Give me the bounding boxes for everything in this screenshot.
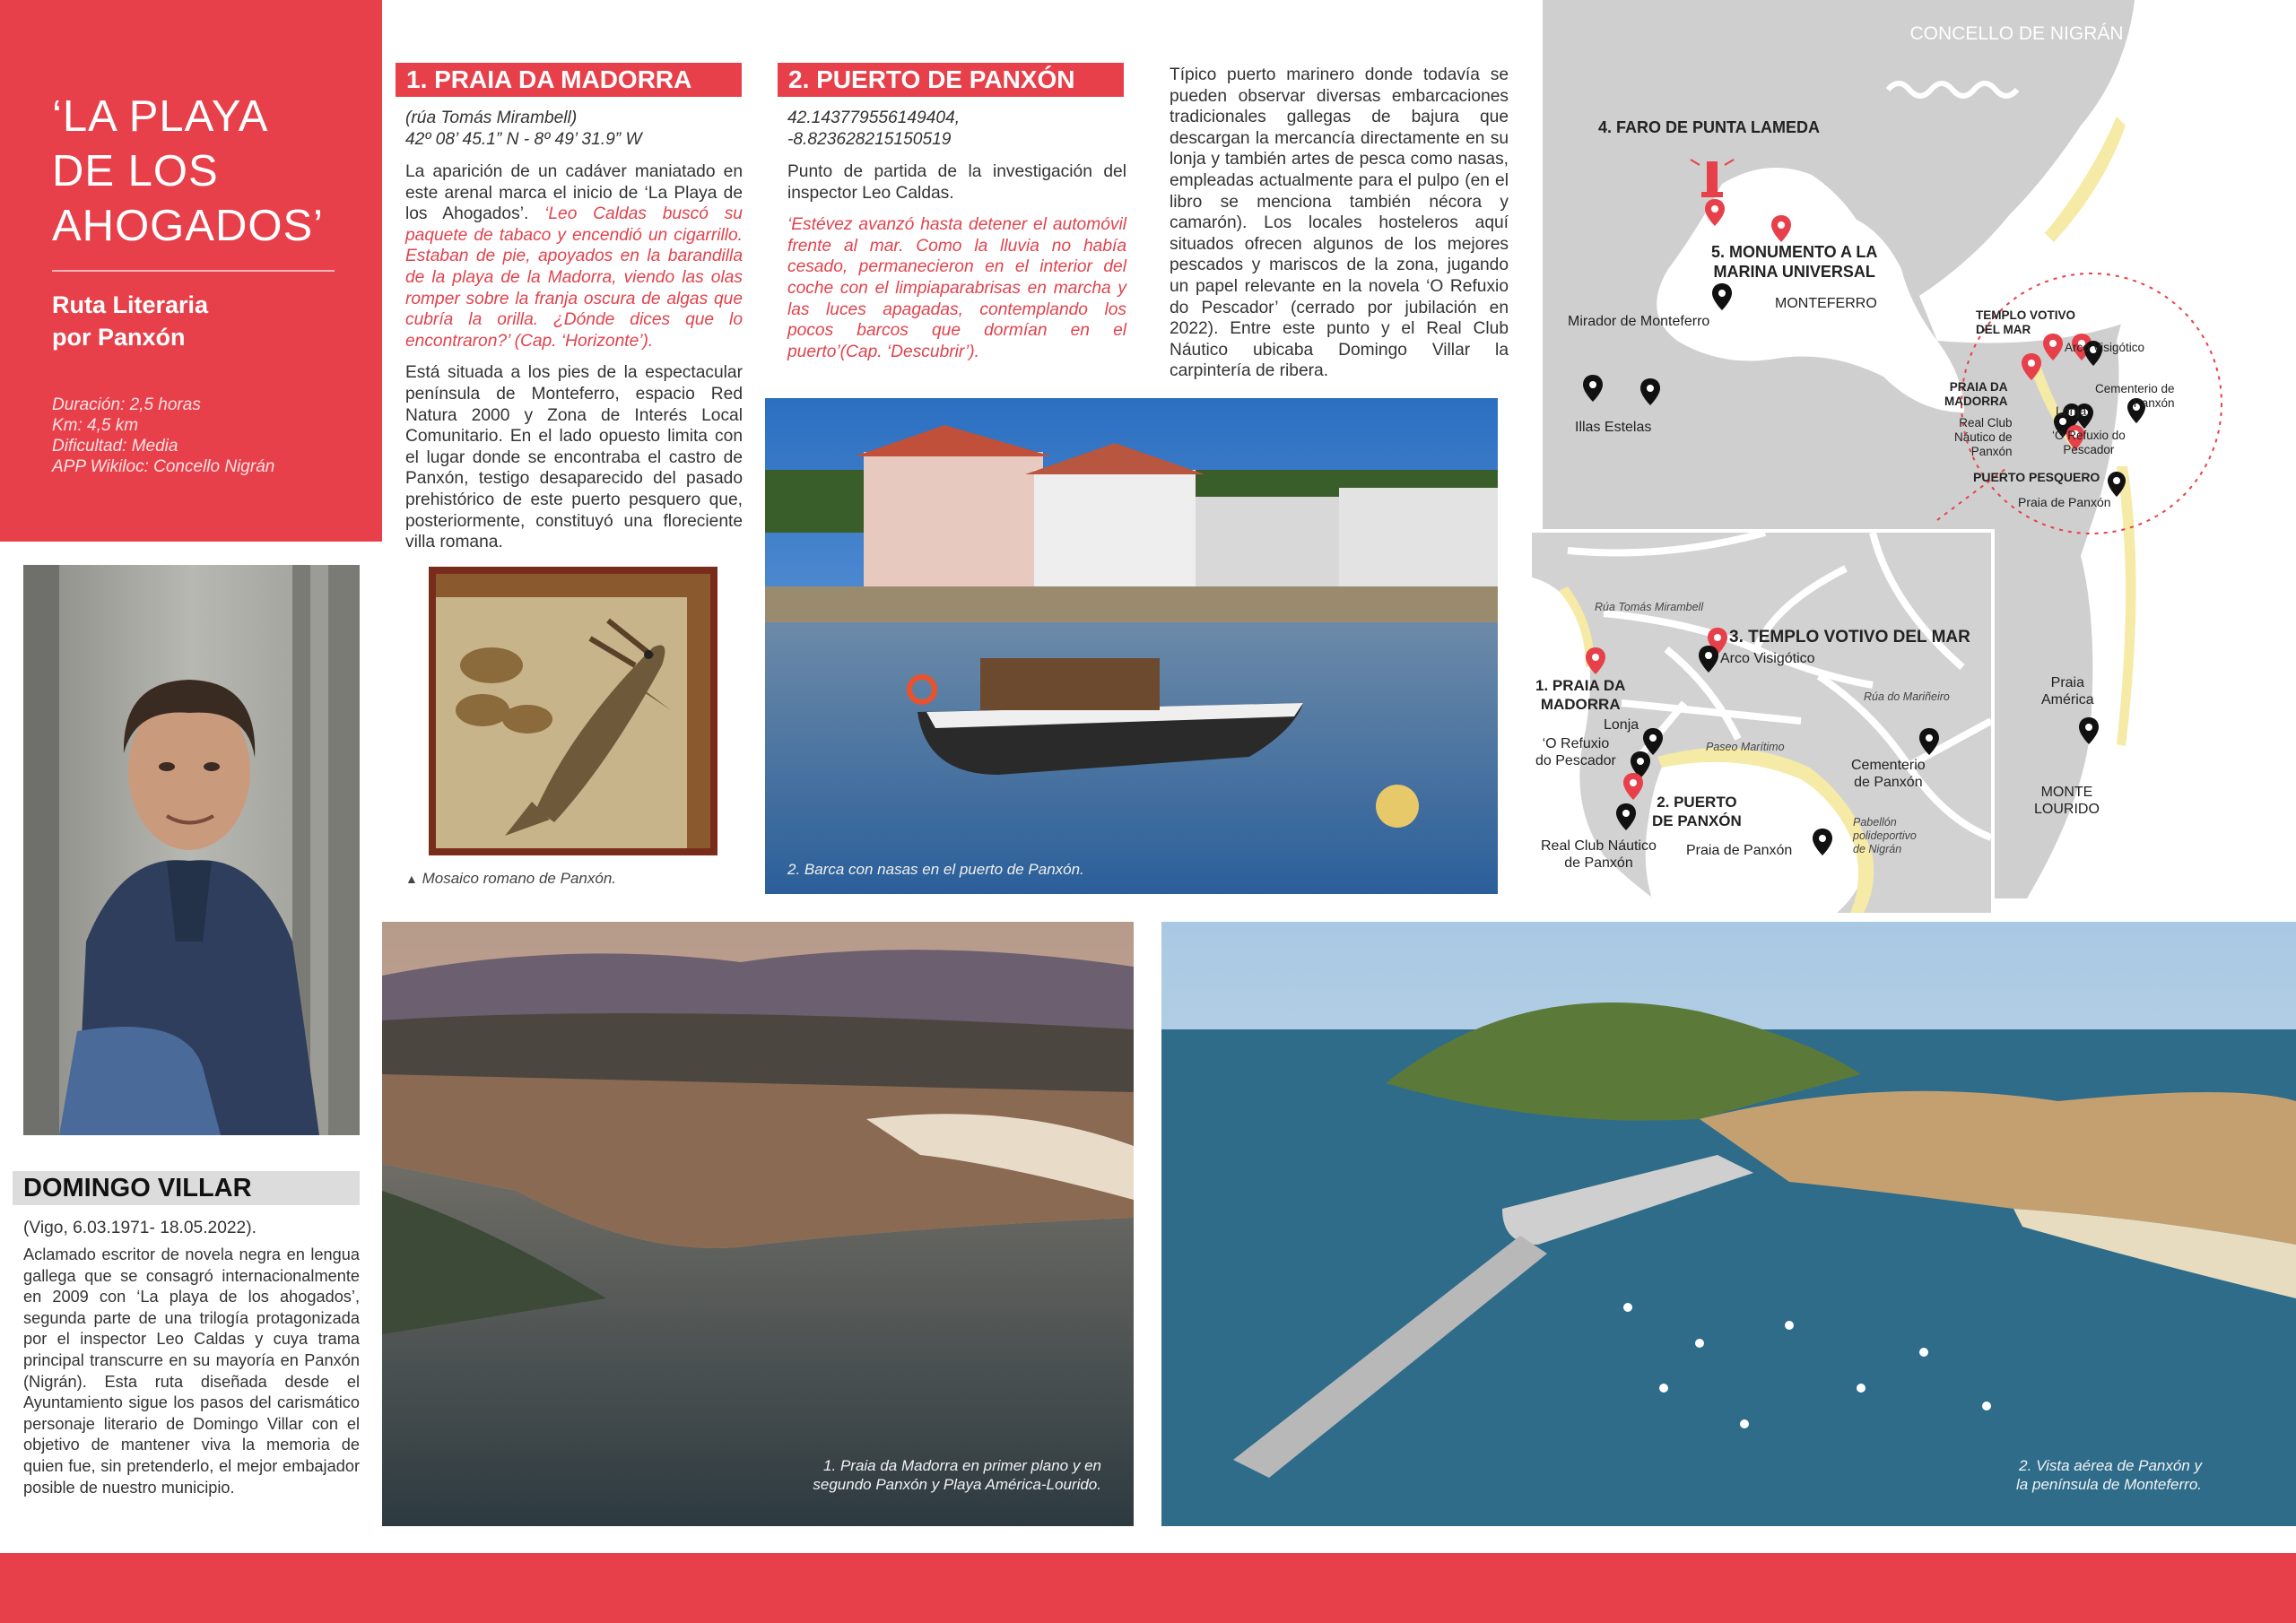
label-lonja: Lonja bbox=[2056, 404, 2087, 418]
map-pin-icon bbox=[1919, 728, 1939, 755]
map-pin-red-icon bbox=[2022, 353, 2041, 380]
section2-right-paragraph: Típico puerto marinero donde todavía se pueden observar diversas embarcaciones tradicionales gallegas de bajura que descargan la mercancía directamente en su lonja y también artes de pesca como nasas, empleadas actualmente para el pulpo (en el libro se menciona también nécora y camarón). Los locales hosteleros aquí situados ofrecen algunos de los mejores pescados y mariscos de la zona, jugando un papel relevante en la novela ‘O Refuxio do Pescador’ (cerrado por jubilación en 2022). Entre este punto y el Real Club Náutico ubicaba Domingo Villar la carpintería de ribera. bbox=[1170, 65, 1509, 381]
aerial-photo-madorra bbox=[382, 922, 1134, 1526]
author-dates: (Vigo, 6.03.1971- 18.05.2022). bbox=[23, 1219, 257, 1237]
section2-coords-2: -8.823628215150519 bbox=[787, 130, 952, 149]
label-pabellon: Pabellón polideportivo de Nigrán bbox=[1853, 816, 1917, 855]
boat-caption: 2. Barca con nasas en el puerto de Panxón. bbox=[787, 861, 1084, 878]
label-praia-panxon-detail: Praia de Panxón bbox=[1686, 843, 1793, 858]
author-bio: Aclamado escritor de novela negra en lengua gallega que se consagró internacionalmente en 2009 con ‘La playa de los ahogados’, segunda parte de una trilogía protagonizada por el inspector Leo Caldas y cuya trama principal transcurre en su mayoría en Panxón (Nigrán). Esta ruta diseñada desde el Ayuntamiento sigue los pasos del carismático personaje literario de Domingo Villar con el objetivo de mantener viva la memoria de quien fue, sin pretenderlo, el mejor embajador posible de nuestro municipio. bbox=[23, 1245, 360, 1497]
triangle-icon: ▲ bbox=[405, 872, 418, 886]
label-real-club-detail: Real Club Náutico de Panxón bbox=[1541, 838, 1657, 871]
author-portrait bbox=[23, 565, 360, 1135]
section1-address: (rúa Tomás Mirambell) bbox=[405, 108, 578, 127]
label-cementerio: Cementerio de Panxón bbox=[2095, 382, 2175, 410]
aerial-photo-panxon-caption: 2. Vista aérea de Panxón y la península de Monteferro. bbox=[2016, 1457, 2202, 1493]
section1-quote: ‘Leo Caldas buscó su paquete de tabaco y encendió un cigarrillo. Estaban de pie, apoyados en la barandilla de la playa de la Madorra, viendo las olas romper sobre la franja oscura de algas que cubría la orilla. ¿Dónde dices que lo encontraron?’ (Cap. ‘Horizonte’). bbox=[405, 204, 743, 351]
mosaic-image bbox=[429, 567, 718, 855]
footer bbox=[0, 1553, 2296, 1623]
label-praia-madorra: PRAIA DA MADORRA bbox=[1944, 380, 2008, 408]
label-arco: Arco Visigótico bbox=[2065, 341, 2145, 354]
label-arco-detail: Arco Visigótico bbox=[1720, 651, 1815, 666]
mosaic-caption: ▲ Mosaico romano de Panxón. bbox=[405, 870, 616, 887]
map-pin-icon bbox=[1583, 375, 1603, 402]
label-refuxio-detail: ‘O Refuxio do Pescador bbox=[1535, 736, 1616, 768]
label-real-club: Real Club Náutico de Panxón bbox=[1954, 416, 2013, 458]
map-pin-icon bbox=[1712, 283, 1732, 310]
label-puerto-pesquero: PUERTO PESQUERO bbox=[1973, 470, 2100, 484]
section2-body bbox=[787, 161, 1126, 373]
route-app: APP Wikiloc: Concello Nigrán bbox=[52, 457, 275, 476]
label-praia-madorra-detail: 1. PRAIA DA MADORRA bbox=[1535, 677, 1626, 713]
map-pin-red-icon bbox=[1586, 647, 1605, 674]
section2-coords-1: 42.143779556149404, bbox=[787, 108, 961, 127]
map-pin-icon bbox=[1813, 829, 1832, 855]
page-subtitle: Ruta Literaria por Panxón bbox=[52, 291, 209, 351]
label-illas: Illas Estelas bbox=[1575, 420, 1652, 435]
label-faro: 4. FARO DE PUNTA LAMEDA bbox=[1598, 118, 1821, 136]
aerial-photo-madorra-caption: 1. Praia da Madorra en primer plano y en segundo Panxón y Playa América-Lourido. bbox=[813, 1457, 1101, 1493]
map-pin-icon bbox=[1616, 803, 1636, 830]
footer-website-link[interactable]: www.nigran.es bbox=[2140, 23, 2273, 44]
map-pin-red-icon bbox=[2043, 334, 2063, 360]
label-cementerio-detail: Cementerio de Panxón bbox=[1851, 758, 1926, 790]
author-name-bar bbox=[13, 1171, 360, 1205]
route-distance: Km: 4,5 km bbox=[52, 416, 139, 435]
label-templo: TEMPLO VOTIVO DEL MAR bbox=[1976, 308, 2076, 336]
section1-paragraph2: Está situada a los pies de la espectacular península de Monteferro, espacio Red Natura 2000 y Zona de Interés Local Comunitario. En el lado opuesto limita con el lugar donde se encontraba el castro de Panxón, testigo desaparecido del pasado prehistórico de este puerto pesquero que, posteriormente, constituyó una floreciente villa romana. bbox=[405, 363, 743, 552]
route-difficulty: Dificultad: Media bbox=[52, 437, 178, 456]
section1-intro: La aparición de un cadáver maniatado en este arenal marca el inicio de ‘La Playa de los Ahogados’. bbox=[405, 162, 743, 224]
boat-photo bbox=[765, 398, 1498, 894]
section2-quote: ‘Estévez avanzó hasta detener el automóvil frente al mar. Como la lluvia no había cesado, permanecieron en el interior del coche con el limpiaparabrisas en marcha y las luces apagadas, contemplando los pocos barcos que dormían en el puerto’(Cap. ‘Descubrir’). bbox=[787, 215, 1126, 361]
label-templo-detail: 3. TEMPLO VOTIVO DEL MAR bbox=[1729, 628, 1970, 647]
label-paseo: Paseo Marítimo bbox=[1706, 741, 1785, 753]
footer-org: CONCELLO DE NIGRÁN bbox=[1909, 23, 2124, 44]
aerial-photo-panxon bbox=[1161, 922, 2296, 1526]
label-monumento: 5. MONUMENTO A LA MARINA UNIVERSAL bbox=[1711, 243, 1878, 281]
page-title: ‘LA PLAYA DE LOS AHOGADOS’ bbox=[52, 92, 325, 250]
label-rua-tomas: Rúa Tomás Mirambell bbox=[1595, 601, 1704, 613]
author-name: DOMINGO VILLAR bbox=[23, 1174, 252, 1202]
map-pin-icon bbox=[1699, 646, 1718, 673]
section2-paragraph1: Punto de partida de la investigación del inspector Leo Caldas. bbox=[787, 162, 1126, 203]
section1-body bbox=[405, 161, 743, 564]
map-pin-icon bbox=[2108, 472, 2126, 497]
map-pin-icon bbox=[1640, 378, 1660, 405]
label-praia-panxon: Praia de Panxón bbox=[2018, 495, 2111, 509]
section1-header: 1. PRAIA DA MADORRA bbox=[396, 63, 742, 97]
title-divider bbox=[52, 270, 335, 272]
label-puerto-detail: 2. PUERTO DE PANXÓN bbox=[1652, 794, 1742, 829]
label-monte-lourido: MONTE LOURIDO bbox=[2034, 785, 2100, 817]
label-praia-america: Praia América bbox=[2041, 675, 2094, 707]
section1-coords: 42º 08’ 45.1” N - 8º 49’ 31.9” W bbox=[405, 130, 642, 149]
detail-map bbox=[1528, 529, 1995, 916]
map-pin-red-icon bbox=[1623, 773, 1643, 800]
label-monteferro: MONTEFERRO bbox=[1775, 296, 1877, 311]
label-lonja-detail: Lonja bbox=[1604, 717, 1639, 733]
route-duration: Duración: 2,5 horas bbox=[52, 395, 201, 414]
label-mirador: Mirador de Monteferro bbox=[1568, 314, 1710, 329]
map-pin-red-icon bbox=[1771, 215, 1791, 242]
route-info bbox=[52, 395, 274, 477]
map-pin-icon bbox=[2079, 717, 2099, 744]
section2-header: 2. PUERTO DE PANXÓN bbox=[778, 63, 1124, 97]
map-pin-red-icon bbox=[1705, 199, 1725, 226]
footer-credit: CONCELLO DE NIGRÁN • www.nigran.es bbox=[1909, 23, 2273, 44]
label-refuxio: ‘O Refuxio do Pescador bbox=[2052, 429, 2126, 456]
label-rua-marineiro: Rúa do Mariñeiro bbox=[1864, 690, 1950, 703]
